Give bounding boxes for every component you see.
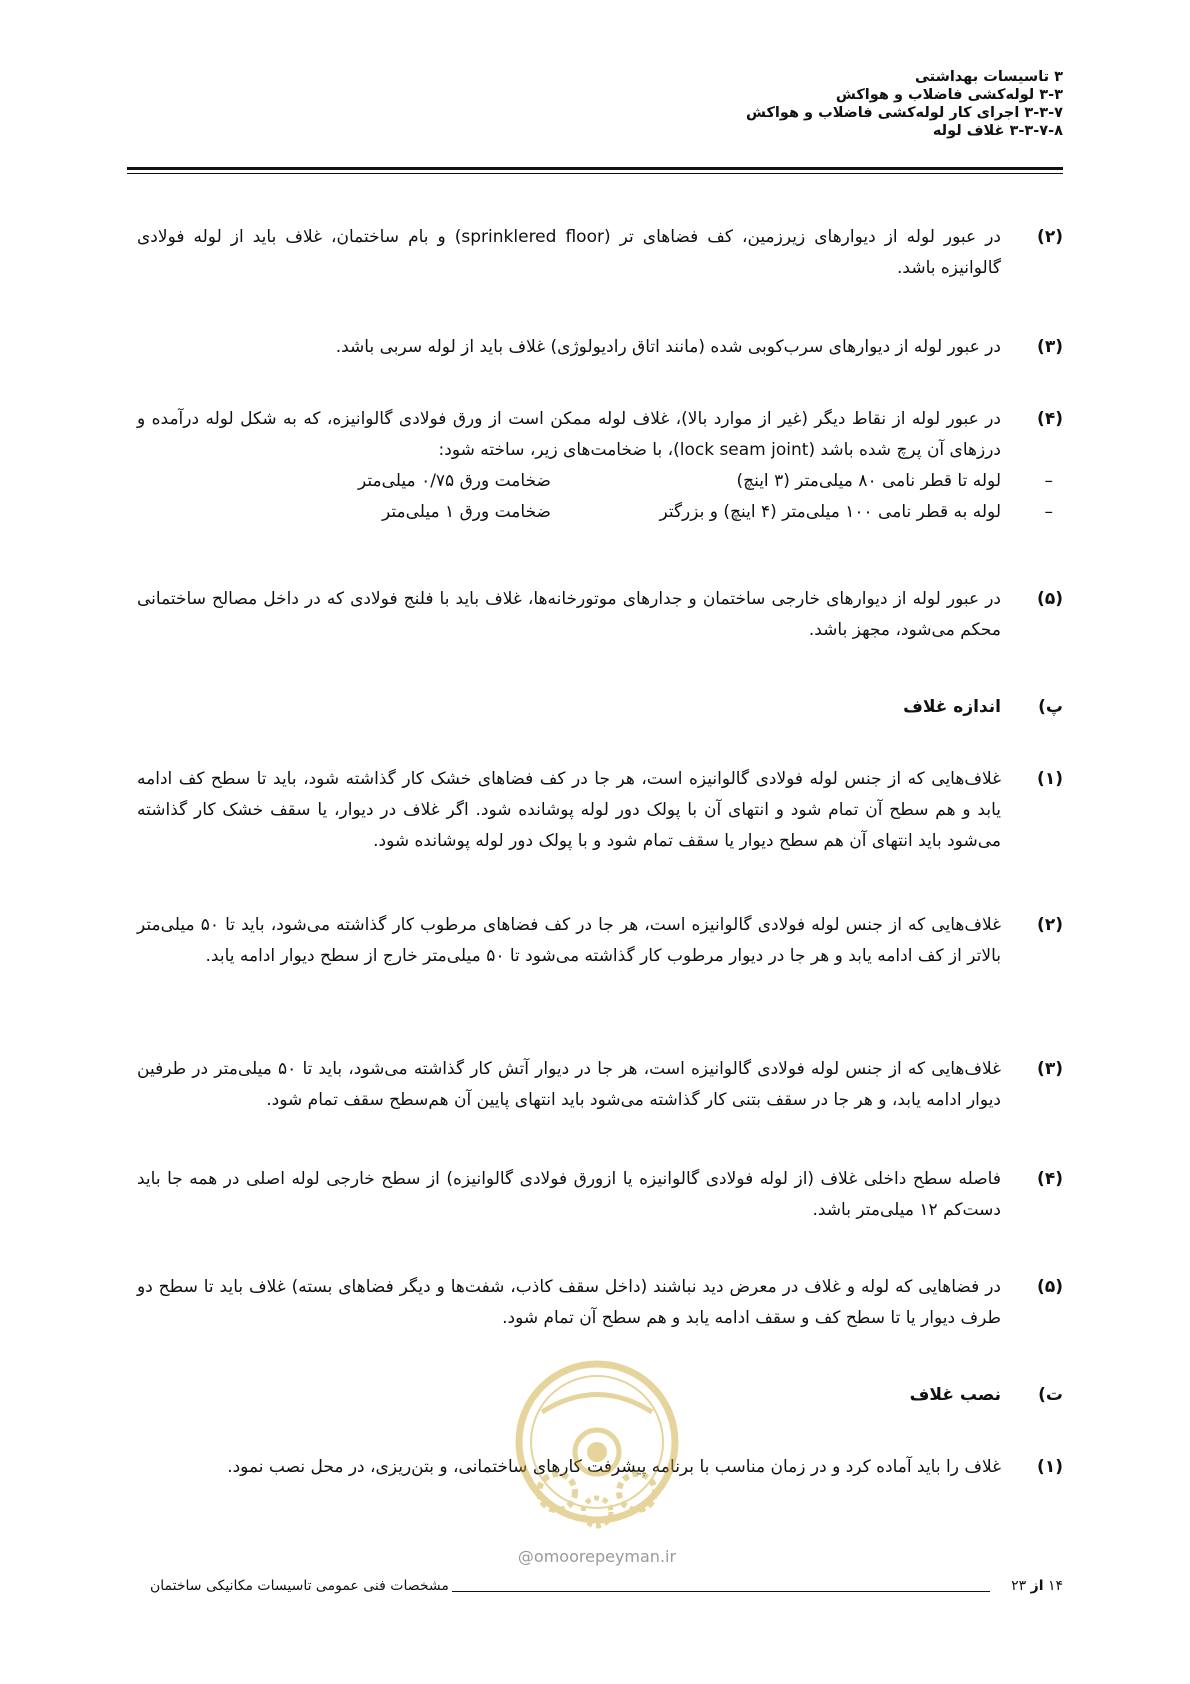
item-number: (۱) (1037, 769, 1063, 789)
item-number: (۴) (1037, 1169, 1063, 1189)
footer-title: مشخصات فنی عمومی تاسیسات مکانیکی ساختمان (150, 1578, 449, 1594)
item-text: در عبور لوله از دیوارهای خارجی ساختمان و جدارهای موتورخانه‌ها، غلاف باید با فلنج فولادی که در داخل مصالح ساختمانی محکم می‌شود، مجهز باشد. (137, 589, 1001, 640)
item-number: (۵) (1037, 589, 1063, 609)
sheet-thickness-label: ضخامت ورق ۱ میلی‌متر (381, 502, 551, 522)
item-text: غلاف را باید آماده کرد و در زمان مناسب با برنامه پیشرفت کارهای ساختمانی، و بتن‌ریزی، در محل نصب نمود. (227, 1457, 1001, 1477)
pipe-size-label: لوله تا قطر نامی ۸۰ میلی‌متر (۳ اینچ) (736, 471, 1001, 491)
section-title: اندازه غلاف (903, 697, 1001, 717)
item-text: غلاف‌هایی که از جنس لوله فولادی گالوانیزه است، هر جا در کف فضاهای مرطوب کار گذاشته می‌شود، باید تا ۵۰ میلی‌متر بالاتر از کف ادامه یابد و هر جا در دیوار مرطوب کار گذاشته می‌شود تا ۵۰ میلی‌متر خارج از سطح دیوار ادامه یابد. (137, 915, 1001, 966)
list-item (137, 910, 1063, 972)
item-number: (۱) (1037, 1457, 1063, 1477)
pipe-size-label: لوله به قطر نامی ۱۰۰ میلی‌متر (۴ اینچ) و بزرگتر (659, 502, 1001, 522)
header-line-2: ۳-۳ لوله‌کشی فاضلاب و هواکش (835, 87, 1063, 103)
thickness-row (137, 466, 1063, 497)
dash-bullet: – (1044, 471, 1053, 491)
watermark-logo (497, 1352, 697, 1552)
page-number (1011, 1578, 1063, 1594)
header-line-3: ۳-۳-۷ اجرای کار لوله‌کشی فاضلاب و هواکش (745, 105, 1063, 121)
item-text: فاصله سطح داخلی غلاف (از لوله فولادی گالوانیزه یا ازورق فولادی گالوانیزه) از سطح خارجی لوله اصلی در همه جا باید دست‌کم ۱۲ میلی‌متر باشد. (137, 1169, 1001, 1220)
item-text: غلاف‌هایی که از جنس لوله فولادی گالوانیزه است، هر جا در دیوار آتش کار گذاشته می‌شود، باید تا ۵۰ میلی‌متر در طرفین دیوار ادامه یابد، و هر جا در سقف بتنی کار گذاشته می‌شود باید انتهای پایین آن هم‌سطح سقف تمام شود. (137, 1059, 1001, 1110)
current-page: ۱۴ (1047, 1578, 1063, 1594)
watermark-url: @omoorepeyman.ir (517, 1547, 677, 1566)
list-item (137, 584, 1063, 646)
list-item (137, 1272, 1063, 1334)
list-item (137, 764, 1063, 857)
list-item (137, 404, 1063, 528)
item-number: (۴) (1037, 409, 1063, 429)
item-text: غلاف‌هایی که از جنس لوله فولادی گالوانیزه است، هر جا در کف فضاهای خشک کار گذاشته شود، باید تا سطح کف ادامه یابد و هم سطح آن تمام شود و انتهای آن با پولک دور لوله پوشانده شود. اگر غلاف در دیوار، یا سقف خشک کار گذاشته می‌شود باید انتهای آن هم سطح دیوار یا سقف تمام شود و با پولک دور لوله پوشانده شود. (137, 769, 1001, 851)
item-number: (۵) (1037, 1277, 1063, 1297)
item-text: در فضاهایی که لوله و غلاف در معرض دید نباشند (داخل سقف کاذب، شفت‌ها و دیگر فضاهای بسته) غلاف باید تا سطح دو طرف دیوار یا تا سطح کف و سقف ادامه یابد و هم سطح آن تمام شود. (137, 1277, 1001, 1328)
item-text: در عبور لوله از نقاط دیگر (غیر از موارد بالا)، غلاف لوله ممکن است از ورق فولادی گالوانیزه، که به شکل لوله درآمده و درزهای آن پرچ شده باشد (lock seam joint)، با ضخامت‌های زیر، ساخته شود: (137, 409, 1001, 460)
footer-divider (452, 1591, 990, 1592)
dash-bullet: – (1044, 502, 1053, 522)
item-text: در عبور لوله از دیوارهای سرب‌کوبی شده (مانند اتاق رادیولوژی) غلاف باید از لوله سربی باشد. (335, 337, 1001, 357)
total-pages: ۲۳ (1011, 1578, 1027, 1594)
item-number: (۲) (1037, 915, 1063, 935)
item-number: (۳) (1037, 1059, 1063, 1079)
page-of-label: از (1030, 1578, 1044, 1594)
thickness-row (137, 497, 1063, 528)
item-number: (۲) (1037, 227, 1063, 247)
list-item (137, 222, 1063, 284)
item-text: در عبور لوله از دیوارهای زیرزمین، کف فضاهای تر (sprinklered floor) و بام ساختمان، غلاف باید از لوله فولادی گالوانیزه باشد. (137, 227, 1002, 278)
sheet-thickness-label: ضخامت ورق ۰/۷۵ میلی‌متر (358, 471, 551, 491)
list-item (137, 332, 1063, 363)
item-number: (۳) (1037, 337, 1063, 357)
list-item (137, 1164, 1063, 1226)
section-title: نصب غلاف (909, 1385, 1001, 1405)
header-line-1: ۳ تاسیسات بهداشتی (914, 69, 1063, 85)
section-letter: ت) (1038, 1385, 1063, 1405)
section-letter: پ) (1038, 697, 1063, 717)
header-line-4: ۳-۳-۷-۸ غلاف لوله (932, 123, 1063, 139)
list-item (137, 1054, 1063, 1116)
section-heading (137, 692, 1063, 723)
